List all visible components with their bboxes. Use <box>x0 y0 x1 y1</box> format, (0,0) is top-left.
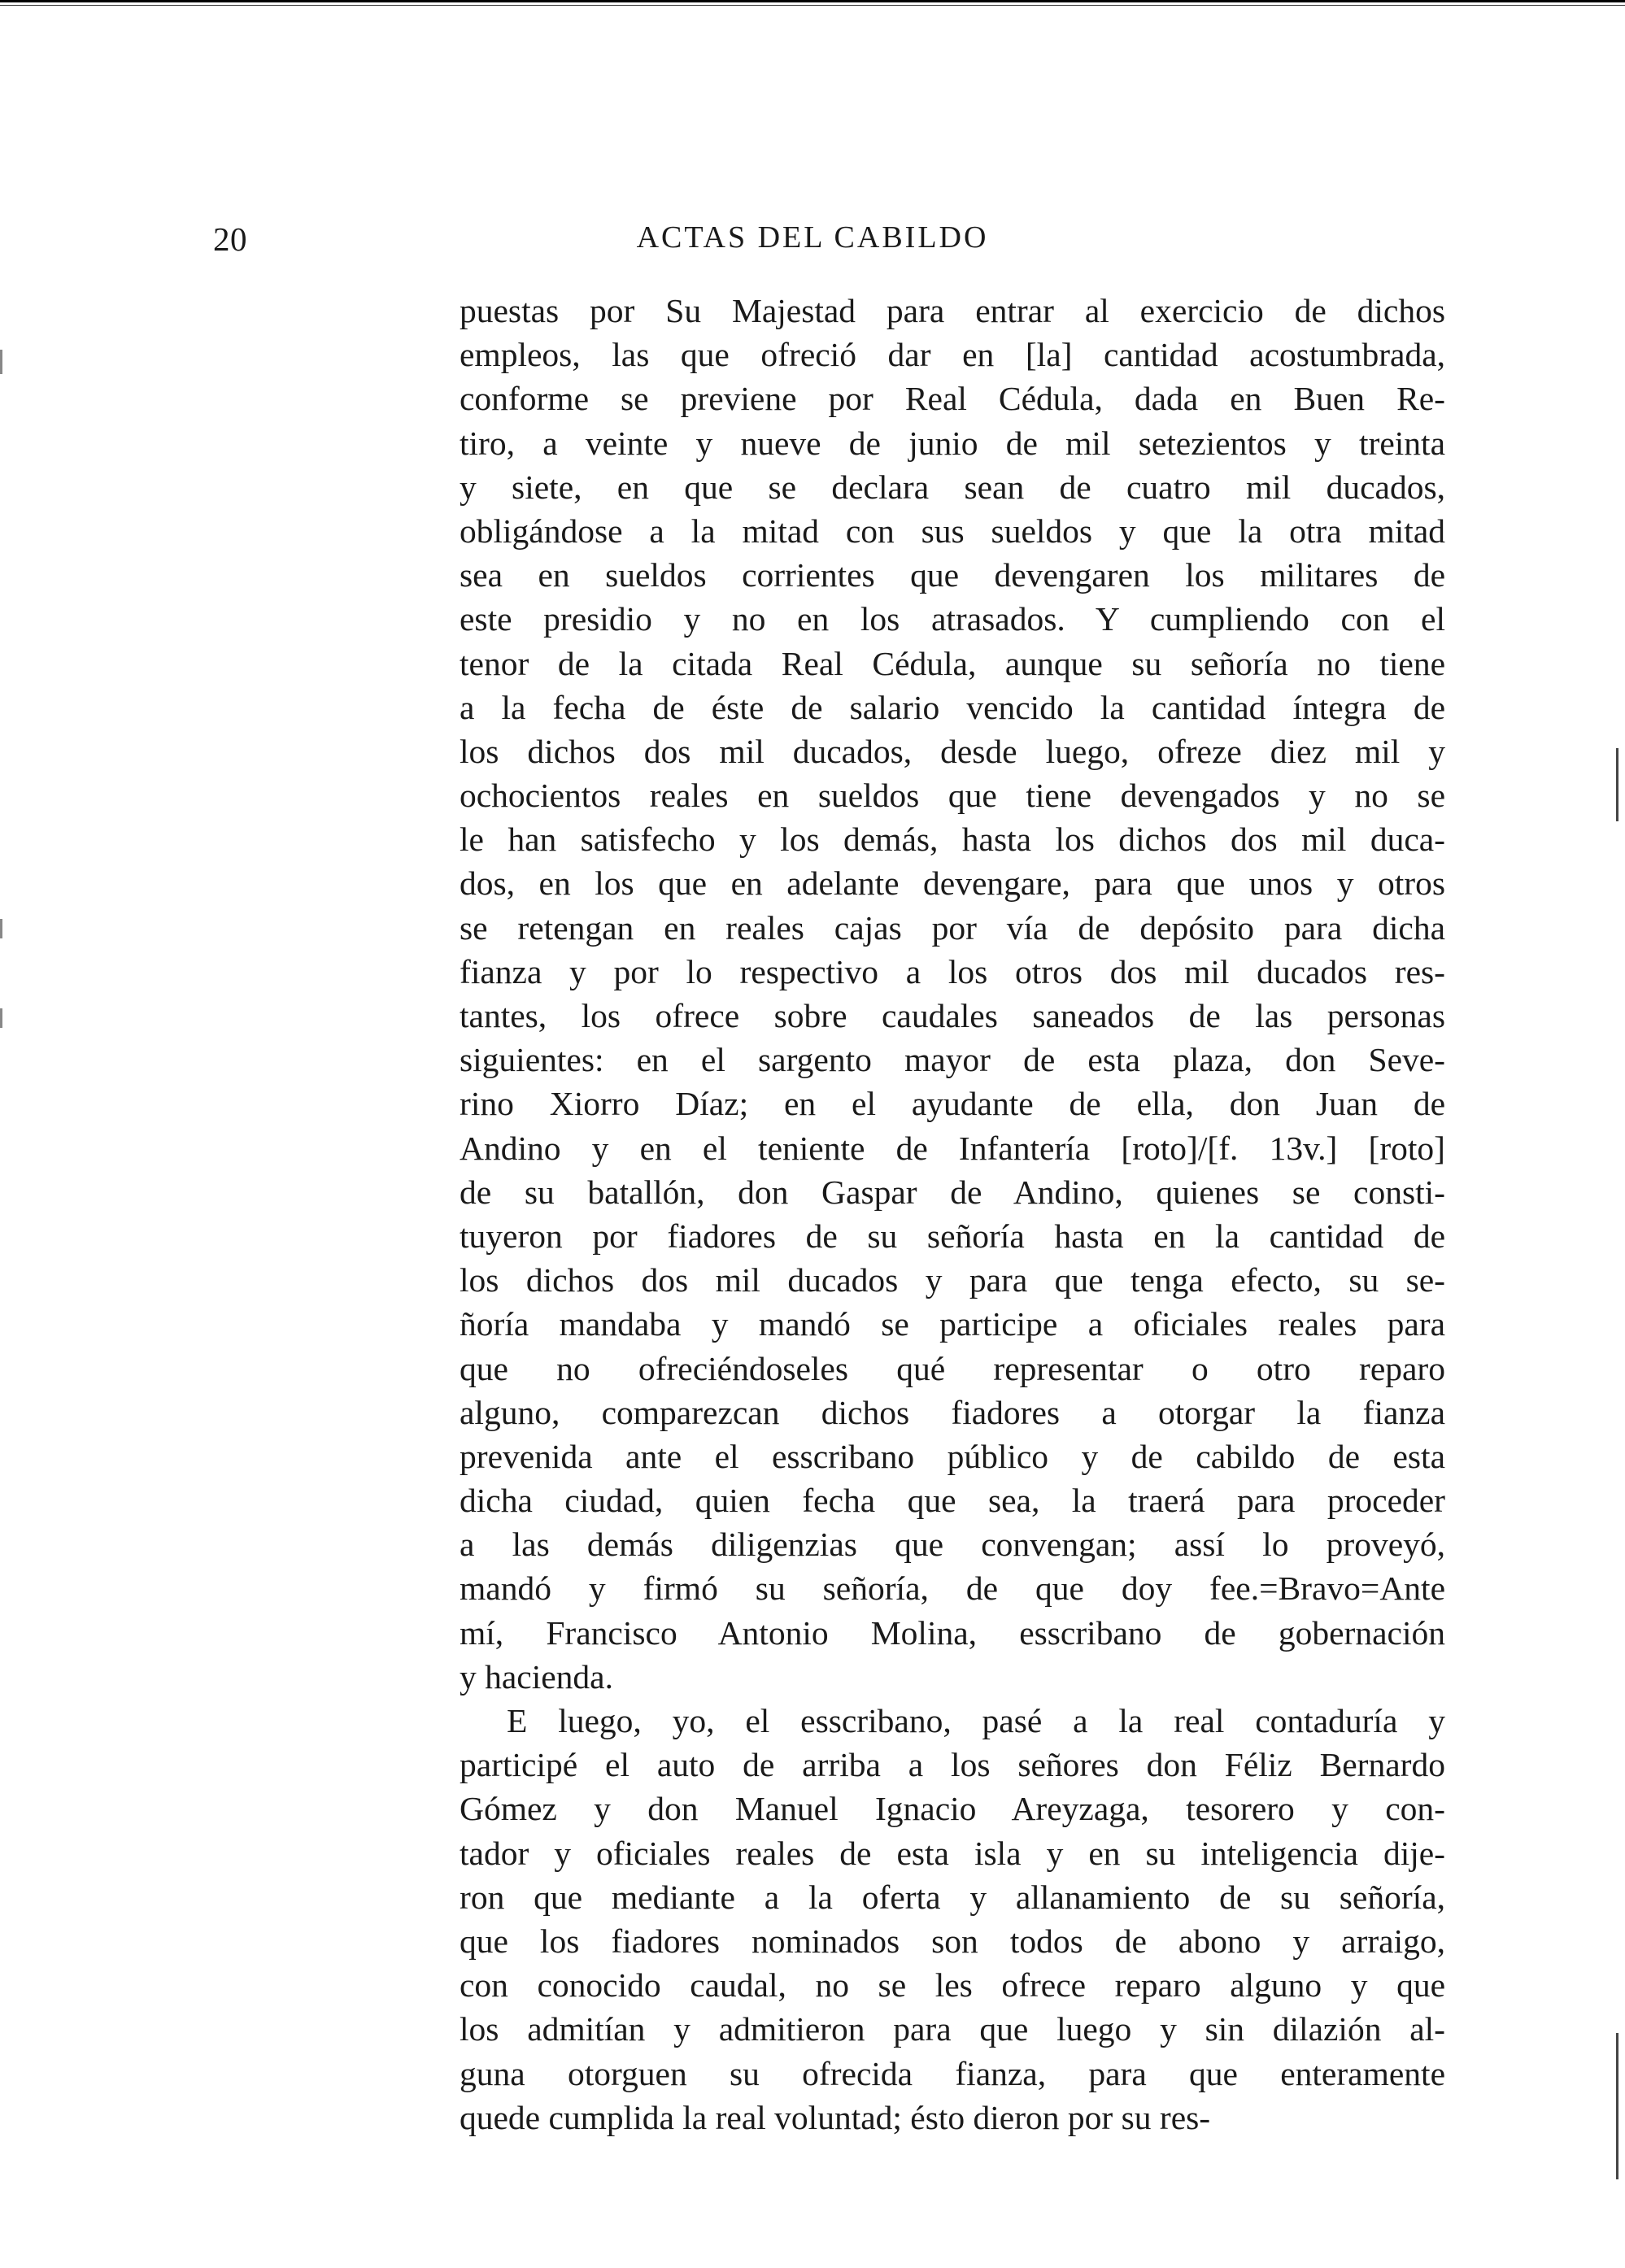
text-line: conforme se previene por Real Cédula, dada en Buen Re- <box>460 380 1445 418</box>
text-line: ñoría mandaba y mandó se participe a oficiales reales para <box>460 1305 1445 1343</box>
text-line: los dichos dos mil ducados y para que tenga efecto, su se- <box>460 1261 1445 1299</box>
text-line: y siete, en que se declara sean de cuatro mil ducados, <box>460 468 1445 506</box>
body-text <box>460 289 1445 2140</box>
text-line: dos, en los que en adelante devengare, para que unos y otros <box>460 864 1445 903</box>
text-line: y hacienda. <box>460 1657 613 1696</box>
text-line: mí, Francisco Antonio Molina, esscribano de gobernación <box>460 1613 1445 1652</box>
left-scan-edge <box>0 1008 2 1028</box>
text-line: mandó y firmó su señoría, de que doy fee.=Bravo=Ante <box>460 1569 1445 1608</box>
running-head: ACTAS DEL CABILDO <box>636 220 989 255</box>
text-line: prevenida ante el esscribano público y de cabildo de esta <box>460 1437 1445 1475</box>
text-line: se retengan en reales cajas por vía de depósito para dicha <box>460 908 1445 947</box>
text-line: rino Xiorro Díaz; en el ayudante de ella, don Juan de <box>460 1085 1445 1123</box>
text-line: puestas por Su Majestad para entrar al exercicio de dichos <box>460 292 1445 329</box>
text-line: que no ofreciéndoseles qué representar o otro reparo <box>460 1349 1445 1387</box>
text-line: a las demás diligenzias que convengan; assí lo proveyó, <box>460 1526 1445 1564</box>
text-line: E luego, yo, el esscribano, pasé a la real contaduría y <box>507 1702 1445 1739</box>
text-line: tador y oficiales reales de esta isla y en su inteligencia dije- <box>460 1834 1445 1872</box>
text-line: tenor de la citada Real Cédula, aunque su señoría no tiene <box>460 644 1445 682</box>
text-line: participé el auto de arriba a los señores don Féliz Bernardo <box>460 1746 1445 1784</box>
text-line: los admitían y admitieron para que luego y sin dilazión al- <box>460 2010 1445 2048</box>
text-line: fianza y por lo respectivo a los otros dos mil ducados res- <box>460 952 1445 990</box>
text-line: dicha ciudad, quien fecha que sea, la traerá para proceder <box>460 1482 1445 1520</box>
text-line: ron que mediante a la oferta y allanamiento de su señoría, <box>460 1878 1445 1916</box>
page-number: 20 <box>213 220 247 258</box>
text-line: con conocido caudal, no se les ofrece reparo alguno y que <box>460 1966 1445 2005</box>
text-line: obligándose a la mitad con sus sueldos y que la otra mitad <box>460 511 1445 550</box>
text-line: quede cumplida la real voluntad; ésto dieron por su res- <box>460 2098 1211 2136</box>
text-line: tuyeron por fiadores de su señoría hasta en la cantidad de <box>460 1217 1445 1255</box>
text-line: los dichos dos mil ducados, desde luego, ofreze diez mil y <box>460 732 1445 770</box>
text-line: ochocientos reales en sueldos que tiene devengados y no se <box>460 777 1445 815</box>
text-line: de su batallón, don Gaspar de Andino, quienes se consti- <box>460 1173 1445 1211</box>
text-line: guna otorguen su ofrecida fianza, para que enteramente <box>460 2054 1445 2092</box>
text-line: tiro, a veinte y nueve de junio de mil setezientos y treinta <box>460 424 1445 462</box>
text-line: Andino y en el teniente de Infantería [roto]/[f. 13v.] [roto] <box>460 1129 1445 1167</box>
paragraph <box>460 289 1445 1699</box>
text-line: sea en sueldos corrientes que devengaren los militares de <box>460 556 1445 594</box>
text-line: que los fiadores nominados son todos de abono y arraigo, <box>460 1922 1445 1960</box>
text-line: empleos, las que ofreció dar en [la] cantidad acostumbrada, <box>460 336 1445 374</box>
paragraph <box>460 1699 1445 2140</box>
right-margin-mark <box>1616 748 1618 821</box>
right-margin-mark <box>1616 2033 1618 2179</box>
left-scan-edge <box>0 919 2 938</box>
top-scan-rule <box>0 0 1625 8</box>
text-line: alguno, comparezcan dichos fiadores a otorgar la fianza <box>460 1393 1445 1431</box>
text-line: le han satisfecho y los demás, hasta los dichos dos mil duca- <box>460 821 1445 859</box>
text-line: este presidio y no en los atrasados. Y cumpliendo con el <box>460 600 1445 638</box>
text-line: a la fecha de éste de salario vencido la cantidad íntegra de <box>460 688 1445 726</box>
left-scan-edge <box>0 350 2 374</box>
text-line: Gómez y don Manuel Ignacio Areyzaga, tesorero y con- <box>460 1790 1445 1828</box>
text-line: tantes, los ofrece sobre caudales saneados de las personas <box>460 997 1445 1034</box>
text-line: siguientes: en el sargento mayor de esta plaza, don Seve- <box>460 1041 1445 1079</box>
